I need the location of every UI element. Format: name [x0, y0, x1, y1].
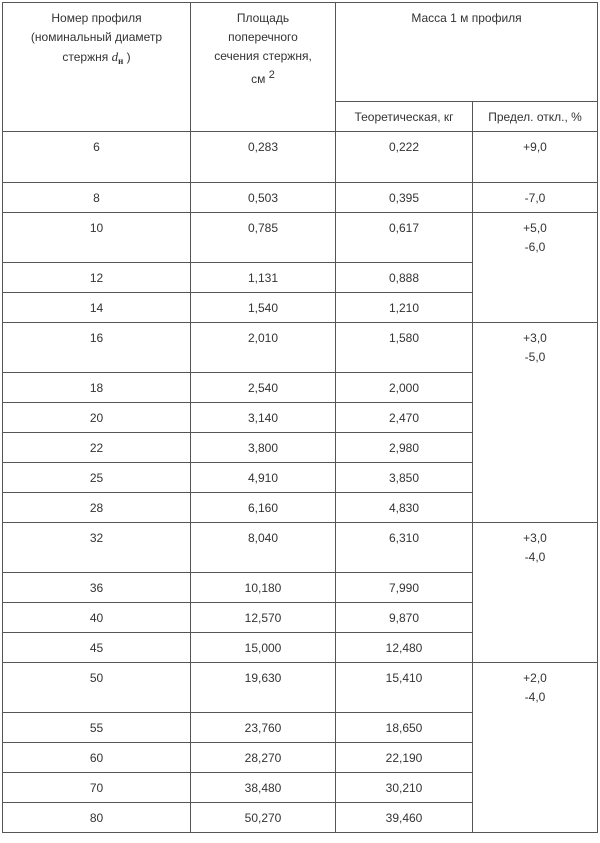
profile-cell: 80 — [3, 803, 191, 833]
header-area-line3: сечения стержня, — [214, 49, 312, 63]
mass-cell: 6,310 — [336, 523, 473, 573]
area-cell: 50,270 — [191, 803, 336, 833]
mass-cell: 4,830 — [336, 493, 473, 523]
area-cell: 4,910 — [191, 463, 336, 493]
area-cell: 1,131 — [191, 263, 336, 293]
profile-cell: 20 — [3, 403, 191, 433]
deviation-lower: -5,0 — [524, 350, 546, 364]
profile-cell: 10 — [3, 213, 191, 263]
profile-cell: 25 — [3, 463, 191, 493]
profile-cell: 40 — [3, 603, 191, 633]
profile-cell: 22 — [3, 433, 191, 463]
deviation-cell — [473, 213, 598, 323]
area-unit-power: 2 — [268, 69, 275, 81]
deviation-cell — [473, 663, 598, 833]
area-cell: 6,160 — [191, 493, 336, 523]
header-profile-line1: Номер профиля — [51, 11, 142, 25]
deviation-upper: +9,0 — [523, 140, 547, 154]
mass-cell: 0,617 — [336, 213, 473, 263]
deviation-upper: +2,0 — [523, 671, 547, 685]
header-area-unit — [195, 66, 331, 89]
profile-cell: 16 — [3, 323, 191, 373]
profile-spec-table — [2, 2, 598, 833]
mass-cell: 3,850 — [336, 463, 473, 493]
mass-cell: 22,190 — [336, 743, 473, 773]
mass-cell: 15,410 — [336, 663, 473, 713]
mass-cell: 9,870 — [336, 603, 473, 633]
mass-cell: 0,222 — [336, 132, 473, 183]
area-cell: 3,140 — [191, 403, 336, 433]
mass-cell: 1,580 — [336, 323, 473, 373]
deviation-cell — [473, 523, 598, 663]
header-row — [3, 3, 598, 102]
area-cell: 10,180 — [191, 573, 336, 603]
deviation-cell — [473, 132, 598, 183]
header-area-line2: поперечного — [228, 30, 298, 44]
diameter-subscript: н — [118, 56, 124, 66]
area-unit-text: см — [251, 72, 266, 86]
mass-cell: 1,210 — [336, 293, 473, 323]
mass-cell: 7,990 — [336, 573, 473, 603]
area-cell: 3,800 — [191, 433, 336, 463]
area-cell: 2,010 — [191, 323, 336, 373]
header-area-line1: Площадь — [236, 11, 290, 25]
area-cell: 0,503 — [191, 183, 336, 213]
area-cell: 15,000 — [191, 633, 336, 663]
profile-cell: 28 — [3, 493, 191, 523]
mass-cell: 2,980 — [336, 433, 473, 463]
profile-cell: 45 — [3, 633, 191, 663]
mass-cell: 12,480 — [336, 633, 473, 663]
table-row — [3, 183, 598, 213]
profile-cell: 18 — [3, 373, 191, 403]
mass-cell: 30,210 — [336, 773, 473, 803]
deviation-lower: -6,0 — [524, 240, 546, 254]
profile-cell: 32 — [3, 523, 191, 573]
profile-cell: 70 — [3, 773, 191, 803]
area-cell: 38,480 — [191, 773, 336, 803]
header-profile-line3-close: ) — [126, 50, 131, 64]
area-cell: 0,785 — [191, 213, 336, 263]
area-cell: 28,270 — [191, 743, 336, 773]
header-mass-deviation: Предел. откл., % — [473, 102, 598, 132]
diameter-symbol: d — [111, 49, 119, 64]
deviation-lower: -4,0 — [524, 550, 546, 564]
area-cell: 8,040 — [191, 523, 336, 573]
profile-cell: 50 — [3, 663, 191, 713]
header-cross-section-area — [191, 3, 336, 132]
deviation-upper: +3,0 — [523, 531, 547, 545]
profile-cell: 14 — [3, 293, 191, 323]
header-profile-number — [3, 3, 191, 132]
area-cell: 23,760 — [191, 713, 336, 743]
header-mass-per-meter: Масса 1 м профиля — [336, 3, 598, 102]
header-profile-line3 — [7, 47, 186, 71]
table-row — [3, 213, 598, 263]
deviation-upper: +5,0 — [523, 221, 547, 235]
table-row — [3, 132, 598, 183]
profile-cell: 8 — [3, 183, 191, 213]
table-row — [3, 323, 598, 373]
mass-cell: 0,888 — [336, 263, 473, 293]
header-profile-line3-text: стержня — [62, 50, 109, 64]
deviation-upper: +3,0 — [523, 331, 547, 345]
area-cell: 0,283 — [191, 132, 336, 183]
area-cell: 2,540 — [191, 373, 336, 403]
area-cell: 12,570 — [191, 603, 336, 633]
deviation-cell — [473, 183, 598, 213]
deviation-lower: -4,0 — [524, 690, 546, 704]
profile-cell: 60 — [3, 743, 191, 773]
deviation-upper: -7,0 — [524, 191, 546, 205]
deviation-cell — [473, 323, 598, 523]
header-mass-theoretical: Теоретическая, кг — [336, 102, 473, 132]
profile-cell: 36 — [3, 573, 191, 603]
header-profile-line2: (номинальный диаметр — [30, 30, 163, 44]
table-row — [3, 523, 598, 573]
mass-cell: 2,470 — [336, 403, 473, 433]
area-cell: 19,630 — [191, 663, 336, 713]
profile-cell: 55 — [3, 713, 191, 743]
mass-cell: 18,650 — [336, 713, 473, 743]
mass-cell: 2,000 — [336, 373, 473, 403]
table-row — [3, 663, 598, 713]
profile-cell: 12 — [3, 263, 191, 293]
mass-cell: 39,460 — [336, 803, 473, 833]
mass-cell: 0,395 — [336, 183, 473, 213]
profile-cell: 6 — [3, 132, 191, 183]
area-cell: 1,540 — [191, 293, 336, 323]
